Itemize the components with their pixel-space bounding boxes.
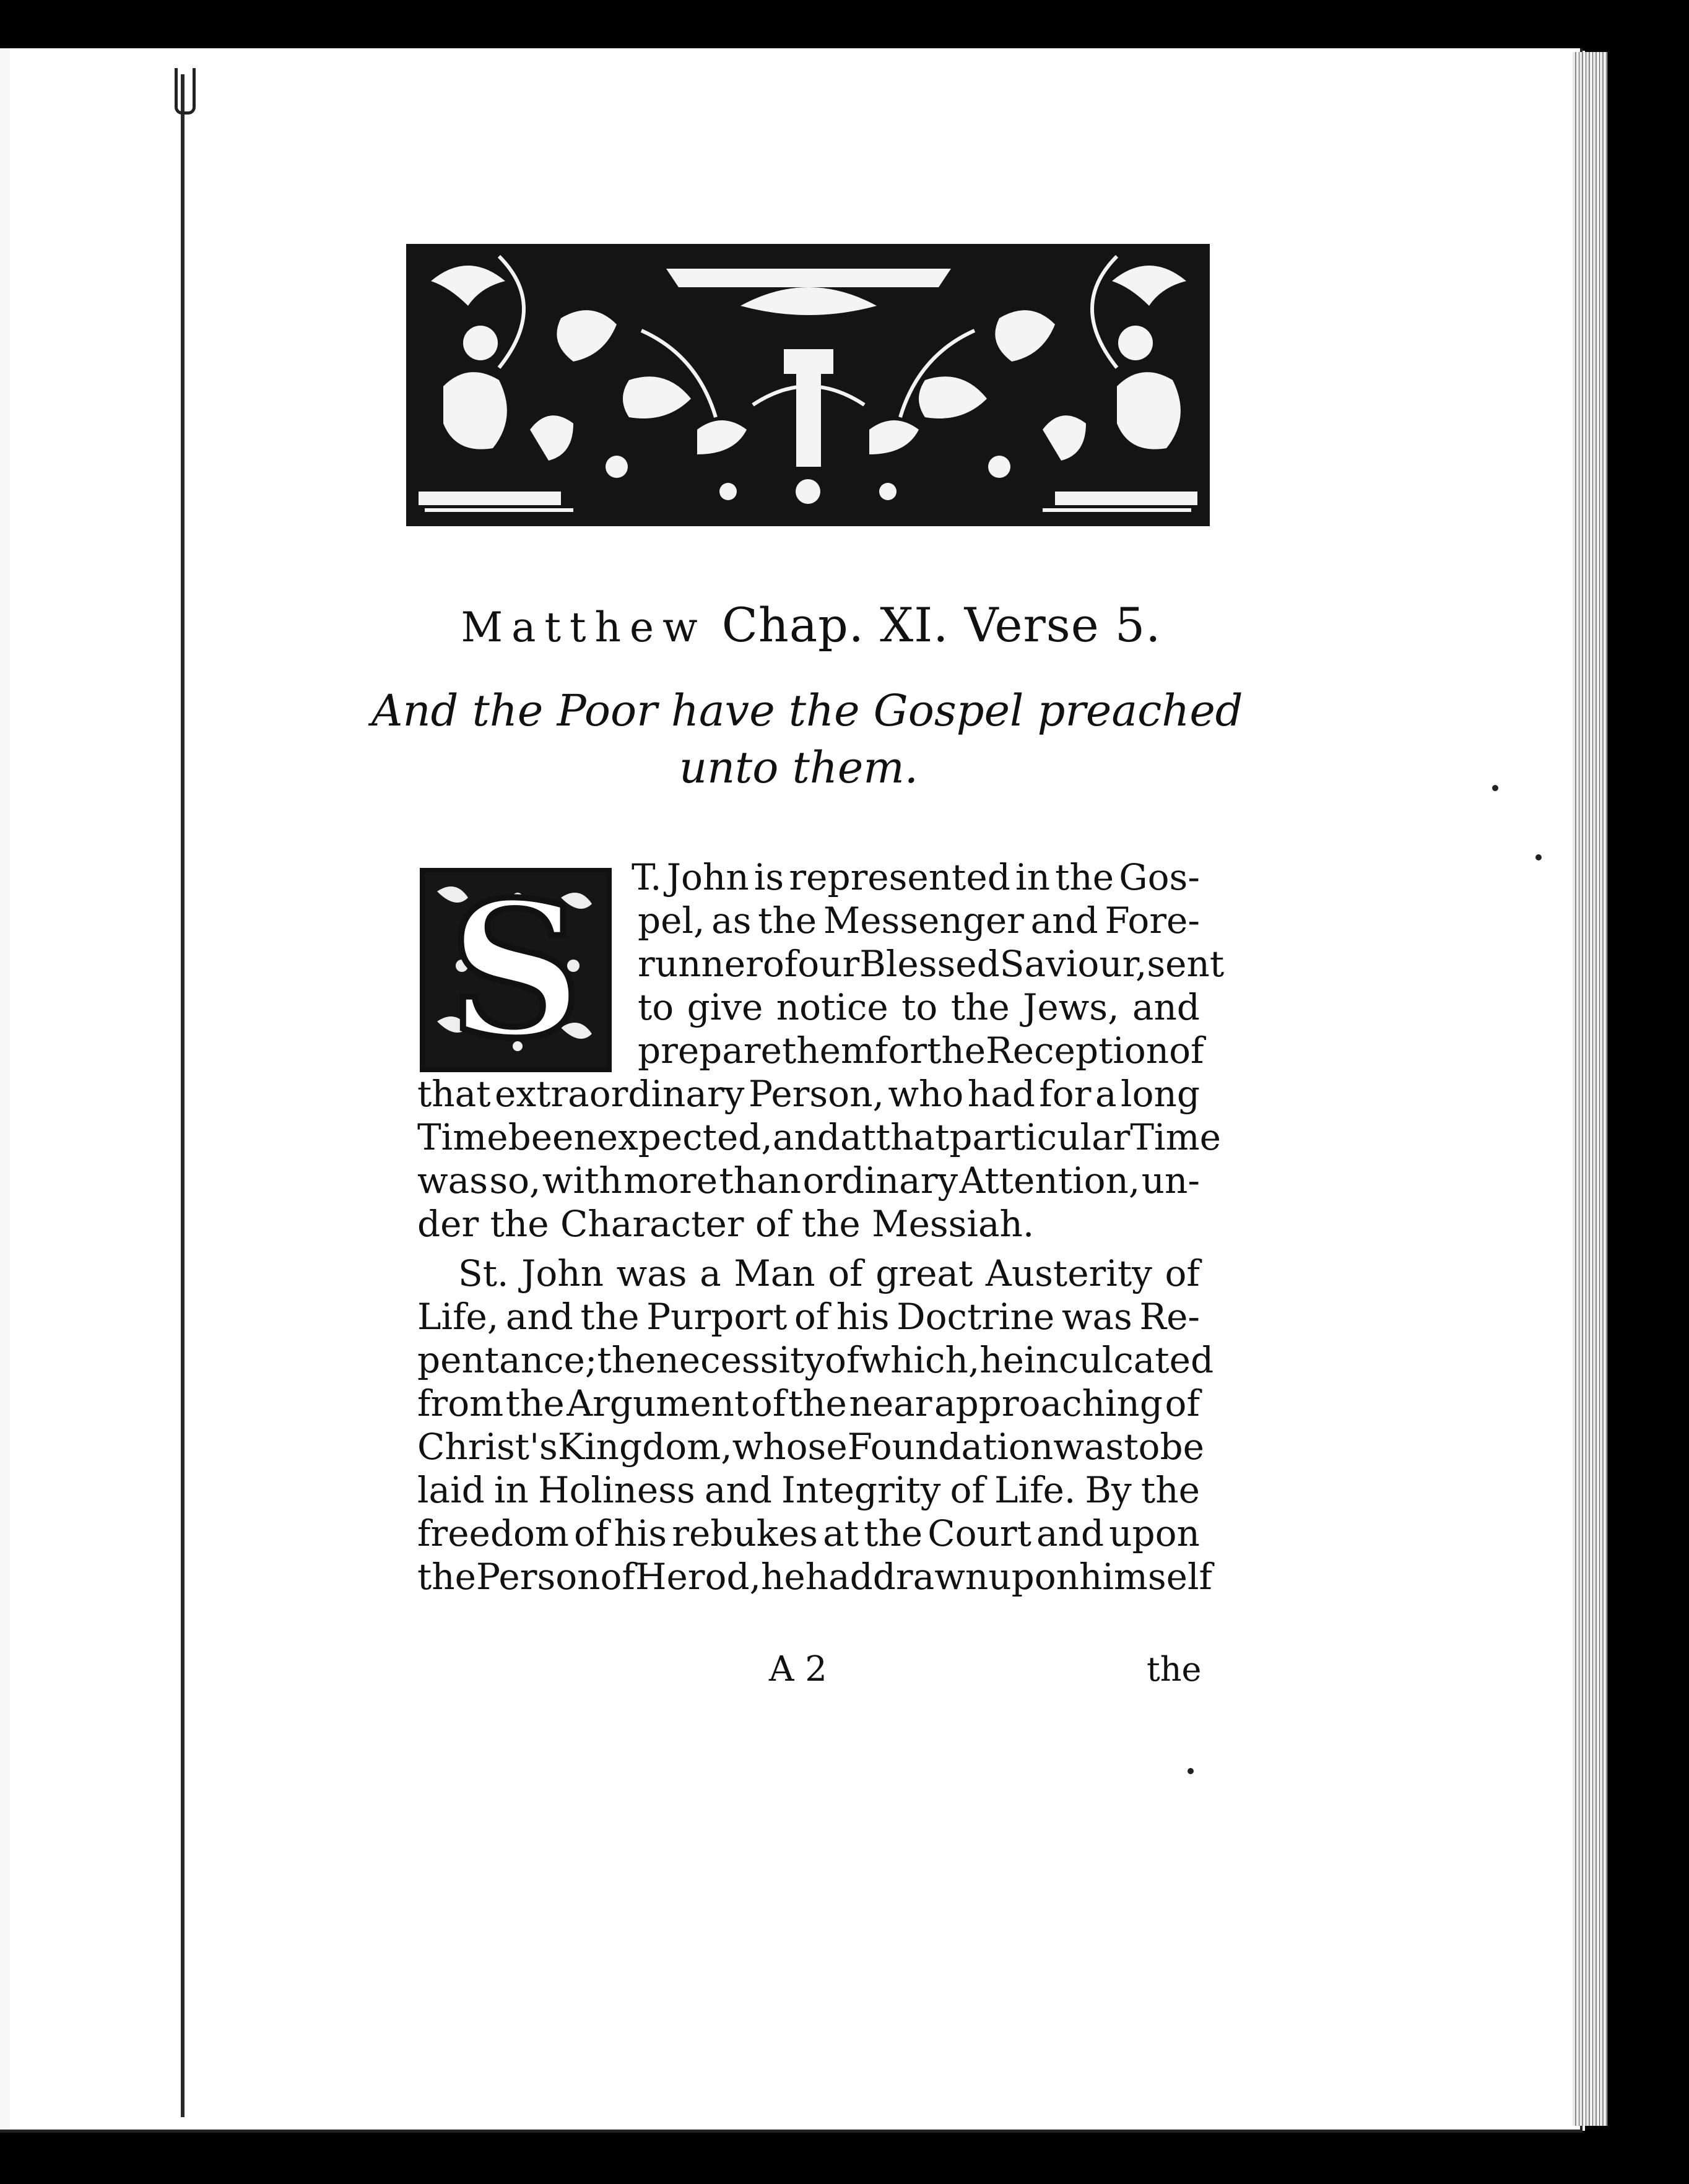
text-word: John xyxy=(521,1252,604,1294)
text-word: the xyxy=(788,1382,847,1424)
text-word: Man xyxy=(734,1252,815,1294)
text-word: the xyxy=(927,1029,986,1072)
text-word: sent xyxy=(1147,943,1225,985)
text-line xyxy=(417,1555,1212,1598)
text-line xyxy=(632,856,1200,899)
text-word: prepare xyxy=(638,1029,782,1072)
text-word: to xyxy=(901,986,938,1028)
text-line xyxy=(417,1468,1200,1512)
text-word: Herod, xyxy=(635,1556,762,1598)
text-word: By xyxy=(1085,1469,1132,1511)
text-word: upon xyxy=(1109,1512,1200,1554)
book-name: Matthew xyxy=(461,604,706,651)
text-word: Messenger xyxy=(823,899,1024,942)
text-word: upon xyxy=(988,1556,1079,1598)
text-line xyxy=(638,986,1200,1029)
text-word: Christ's xyxy=(417,1426,558,1468)
text-word: the xyxy=(950,986,1010,1028)
text-word: been xyxy=(508,1116,597,1158)
text-word: a xyxy=(1095,1073,1117,1115)
epigraph-line: And the Poor have the Gospel preached xyxy=(371,685,1243,736)
text-word: of xyxy=(600,1556,635,1598)
text-word: Attention, xyxy=(959,1159,1140,1202)
epigraph-line: unto them. xyxy=(679,742,918,793)
text-line xyxy=(417,1382,1200,1425)
catchword: the xyxy=(1147,1650,1202,1689)
verse-ref: Verse 5. xyxy=(964,597,1161,652)
text-word: which, xyxy=(859,1339,980,1381)
text-word: Re- xyxy=(1139,1296,1200,1338)
text-line xyxy=(417,1512,1200,1555)
text-line xyxy=(458,1252,1200,1295)
signature-mark: A 2 xyxy=(769,1649,827,1689)
text-word: of xyxy=(1169,1029,1204,1072)
text-word: at xyxy=(840,1116,876,1158)
text-word: of xyxy=(1165,1252,1200,1294)
text-word: necessity xyxy=(656,1339,825,1381)
chapter-ref: Chap. XI. xyxy=(721,597,949,652)
text-word: as xyxy=(711,899,752,942)
text-word: is xyxy=(753,856,784,898)
text-word: to xyxy=(638,986,674,1028)
text-word: that xyxy=(417,1073,491,1115)
text-word: represented xyxy=(789,856,1010,898)
text-word: and xyxy=(505,1296,573,1338)
text-word: Person xyxy=(476,1556,601,1598)
text-word: our xyxy=(797,943,860,985)
text-word: at xyxy=(823,1512,859,1554)
text-word: extraordinary xyxy=(495,1073,745,1115)
text-word: that xyxy=(875,1116,950,1158)
text-word: ordinary xyxy=(802,1159,958,1202)
text-word: of xyxy=(573,1512,609,1554)
text-word: Reception xyxy=(986,1029,1170,1072)
text-word: them xyxy=(781,1029,875,1072)
text-word: and xyxy=(1036,1512,1105,1554)
text-word: pel, xyxy=(638,899,705,942)
text-word: the xyxy=(417,1556,476,1598)
text-word: of xyxy=(794,1296,830,1338)
text-word: of xyxy=(825,1339,860,1381)
text-word: from xyxy=(417,1382,504,1424)
text-word: so, xyxy=(489,1159,541,1202)
text-word: Life, xyxy=(417,1296,499,1338)
text-word: Court xyxy=(927,1512,1031,1554)
text-line: der the Character of the Messiah. xyxy=(417,1203,1035,1245)
text-word: Kingdom, xyxy=(557,1426,732,1468)
text-word: had xyxy=(805,1556,873,1598)
text-word: Argument xyxy=(567,1382,749,1424)
text-word: Blessed xyxy=(859,943,1000,985)
text-word: his xyxy=(836,1296,890,1338)
text-word: he xyxy=(979,1339,1024,1381)
text-word: who xyxy=(888,1073,964,1115)
text-word: with xyxy=(542,1159,622,1202)
text-word: Gos- xyxy=(1119,856,1200,898)
text-word: was xyxy=(1061,1296,1132,1338)
text-word: of xyxy=(1165,1382,1200,1424)
text-word: be xyxy=(1160,1426,1204,1468)
text-word: drawn xyxy=(872,1556,989,1598)
text-word: was xyxy=(1053,1426,1124,1468)
text-word: Foundation xyxy=(847,1426,1054,1468)
text-word: Purport xyxy=(646,1296,788,1338)
text-word: the xyxy=(597,1339,656,1381)
text-word: of xyxy=(750,1382,786,1424)
text-word: Time xyxy=(417,1116,508,1158)
text-word: inculcated xyxy=(1023,1339,1214,1381)
text-word: the xyxy=(864,1512,923,1554)
text-word: give xyxy=(687,986,763,1028)
text-word: notice xyxy=(776,986,888,1028)
text-word: the xyxy=(1055,856,1114,898)
text-word: Fore- xyxy=(1105,899,1200,942)
text-word: Life. xyxy=(994,1469,1076,1511)
text-line xyxy=(417,1072,1200,1116)
text-line xyxy=(638,942,1225,986)
text-word: the xyxy=(505,1382,565,1424)
text-word: his xyxy=(614,1512,667,1554)
text-line xyxy=(417,1116,1221,1159)
text-word: than xyxy=(719,1159,802,1202)
text-line xyxy=(417,1338,1214,1382)
drop-cap-letter: S xyxy=(448,860,583,1079)
text-word: was xyxy=(616,1252,687,1294)
text-word: himself xyxy=(1079,1556,1212,1598)
text-word: John xyxy=(666,856,749,898)
text-word: a xyxy=(700,1252,721,1294)
text-word: long xyxy=(1121,1073,1200,1115)
text-word: whose xyxy=(732,1426,848,1468)
text-word: particular xyxy=(949,1116,1131,1158)
text-word: of xyxy=(762,943,798,985)
text-word: rebukes xyxy=(672,1512,818,1554)
text-line xyxy=(638,899,1200,942)
text-word: expected, xyxy=(596,1116,773,1158)
text-word: Integrity xyxy=(781,1469,941,1511)
text-word: Austerity xyxy=(985,1252,1152,1294)
text-word: St. xyxy=(458,1252,509,1294)
text-word: pentance; xyxy=(417,1339,597,1381)
text-word: T. xyxy=(632,856,662,898)
text-line xyxy=(638,1029,1204,1072)
text-word: Doctrine xyxy=(897,1296,1055,1338)
text-word: and xyxy=(772,1116,840,1158)
text-line xyxy=(417,1159,1200,1202)
text-word: runner xyxy=(638,943,763,985)
text-word: had xyxy=(967,1073,1035,1115)
text-word: freedom xyxy=(417,1512,569,1554)
text-word: in xyxy=(1015,856,1050,898)
text-word: laid xyxy=(417,1469,485,1511)
text-word: more xyxy=(623,1159,718,1202)
text-word: to xyxy=(1124,1426,1160,1468)
text-word: the xyxy=(1140,1469,1200,1511)
text-word: near xyxy=(849,1382,932,1424)
text-word: he xyxy=(761,1556,805,1598)
text-line xyxy=(417,1295,1200,1338)
text-word: Holiness xyxy=(537,1469,695,1511)
text-word: Time xyxy=(1130,1116,1221,1158)
text-word: for xyxy=(874,1029,927,1072)
text-word: in xyxy=(493,1469,529,1511)
text-word: great xyxy=(875,1252,973,1294)
text-word: was xyxy=(417,1159,488,1202)
text-word: of xyxy=(828,1252,863,1294)
text-word: of xyxy=(950,1469,985,1511)
text-word: and xyxy=(1030,899,1098,942)
text-word: the xyxy=(580,1296,640,1338)
text-word: un- xyxy=(1141,1159,1200,1202)
text-word: and xyxy=(704,1469,772,1511)
text-word: approaching xyxy=(934,1382,1163,1424)
text-word: Saviour, xyxy=(999,943,1147,985)
text-word: Person, xyxy=(748,1073,884,1115)
text-word: the xyxy=(758,899,817,942)
text-word: Jews, xyxy=(1023,986,1119,1028)
text-word: and xyxy=(1132,986,1200,1028)
text-line xyxy=(417,1425,1204,1468)
text-word: for xyxy=(1039,1073,1092,1115)
